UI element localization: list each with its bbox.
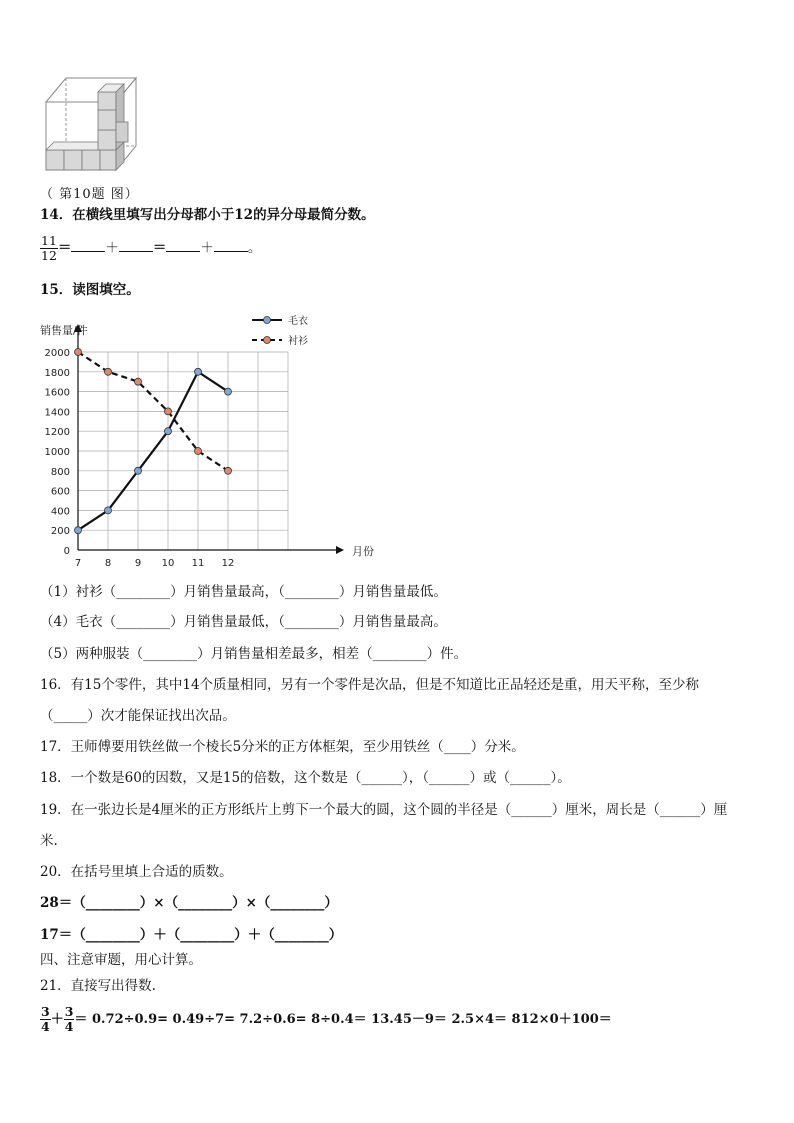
question-21-expressions — [40, 1005, 612, 1034]
y-tick-label: 400 — [50, 506, 70, 518]
y-tick-label: 200 — [50, 526, 70, 538]
sales-line-chart — [34, 308, 374, 570]
fraction-numerator: 3 — [64, 1004, 74, 1019]
legend-label: 毛衣 — [288, 316, 308, 327]
answer-blank[interactable] — [71, 238, 105, 252]
data-point-毛衣 — [225, 388, 232, 395]
question-21-text: 21．直接写出得数. — [40, 978, 156, 994]
data-point-衬衫 — [195, 448, 202, 455]
question-17-text: 17．王师傅要用铁丝做一个棱长5分米的正方体框架，至少用铁丝（____）分米。 — [40, 739, 525, 755]
x-axis-label: 月份 — [352, 545, 374, 558]
data-point-衬衫 — [225, 467, 232, 474]
y-tick-label: 2000 — [44, 348, 70, 359]
question-15-text: 15．读图填空。 — [40, 282, 140, 298]
question-20-row-1: 28＝（________）×（________）×（________） — [40, 895, 338, 911]
question-20-row-2: 17＝（________）＋（________）＋（________） — [40, 927, 343, 943]
y-tick-label: 1000 — [44, 447, 70, 458]
fraction-11-12 — [40, 234, 58, 263]
y-tick-label: 600 — [50, 486, 70, 498]
fraction-3-4 — [64, 1005, 75, 1034]
legend-marker — [264, 317, 271, 324]
answer-blank[interactable] — [166, 238, 200, 252]
x-tick-label: 12 — [221, 558, 235, 569]
data-point-毛衣 — [195, 368, 202, 375]
y-axis-label: 销售量/件 — [40, 324, 88, 337]
legend-marker — [264, 337, 271, 344]
data-point-毛衣 — [135, 467, 142, 474]
data-point-毛衣 — [165, 428, 172, 435]
fraction-numerator: 3 — [41, 1004, 50, 1019]
question-14-equation — [40, 234, 261, 263]
question-16-line-1: 16．有15个零件，其中14个质量相同，另有一个零件是次品，但是不知道比正品轻还是重，用天平称，至少称 — [40, 677, 700, 693]
data-point-毛衣 — [105, 507, 112, 514]
question-18-text: 18．一个数是60的因数，又是15的倍数，这个数是（______），（______）或（______）。 — [40, 770, 571, 786]
question-15-item-5: （5）两种服装（________）月销售量相差最多，相差（________）件。 — [40, 646, 468, 662]
y-tick-label: 0 — [63, 546, 70, 557]
data-point-衬衫 — [135, 378, 142, 385]
figure-caption: （ 第10题 图） — [40, 187, 139, 202]
y-tick-label: 1400 — [44, 407, 70, 419]
data-point-衬衫 — [105, 368, 112, 375]
question-15-item-4: （4）毛衣（________）月销售量最低，（________）月销售量最高。 — [40, 614, 447, 630]
period: 。 — [247, 240, 262, 256]
x-axis-arrow — [336, 546, 344, 554]
fraction-denominator: 4 — [41, 1019, 50, 1034]
calculation-list: ＝ 0.72÷0.9= 0.49÷7= 7.2÷0.6= 8÷0.4＝ 13.45－9＝ 2.5×4＝ 812×0＋100＝ — [74, 1012, 612, 1027]
section-4-heading: 四、注意审题，用心计算。 — [40, 952, 202, 968]
x-tick-label: 7 — [74, 558, 82, 569]
answer-blank[interactable] — [119, 238, 153, 252]
fraction-numerator: 11 — [41, 233, 57, 248]
question-19-line-2: 米. — [40, 833, 58, 849]
answer-blank[interactable] — [214, 238, 248, 252]
equals-sign: ＝ — [57, 240, 72, 256]
question-14-text: 14．在横线里填写出分母都小于12的异分母最简分数。 — [40, 207, 375, 223]
question-16-line-2: （_____）次才能保证找出次品。 — [40, 708, 236, 724]
x-tick-label: 10 — [161, 558, 175, 569]
plus-sign: ＋ — [50, 1012, 64, 1027]
question-19-line-1: 19．在一张边长是4厘米的正方形纸片上剪下一个最大的圆，这个圆的半径是（______）厘米，周长是（______）厘 — [40, 802, 728, 818]
legend-label: 衬衫 — [288, 336, 308, 347]
question-15-item-1: （1）衬衫（________）月销售量最高，（________）月销售量最低。 — [40, 584, 447, 600]
fraction-denominator: 4 — [64, 1019, 74, 1034]
cube-figure — [40, 72, 140, 176]
x-tick-label: 11 — [191, 558, 205, 569]
fraction-denominator: 12 — [41, 248, 57, 263]
y-tick-label: 1600 — [44, 387, 70, 399]
y-tick-label: 800 — [50, 466, 70, 478]
x-tick-label: 8 — [104, 558, 112, 569]
x-tick-label: 9 — [134, 558, 142, 569]
data-point-衬衫 — [75, 349, 82, 356]
data-point-衬衫 — [165, 408, 172, 415]
equals-sign: ＝ — [152, 240, 167, 256]
y-tick-label: 1200 — [44, 427, 70, 439]
y-tick-label: 1800 — [44, 367, 70, 379]
fraction-3-4 — [40, 1005, 51, 1034]
data-point-毛衣 — [75, 527, 82, 534]
plus-sign: ＋ — [105, 240, 119, 256]
plus-sign: ＋ — [200, 240, 214, 256]
question-20-text: 20．在括号里填上合适的质数。 — [40, 864, 233, 880]
